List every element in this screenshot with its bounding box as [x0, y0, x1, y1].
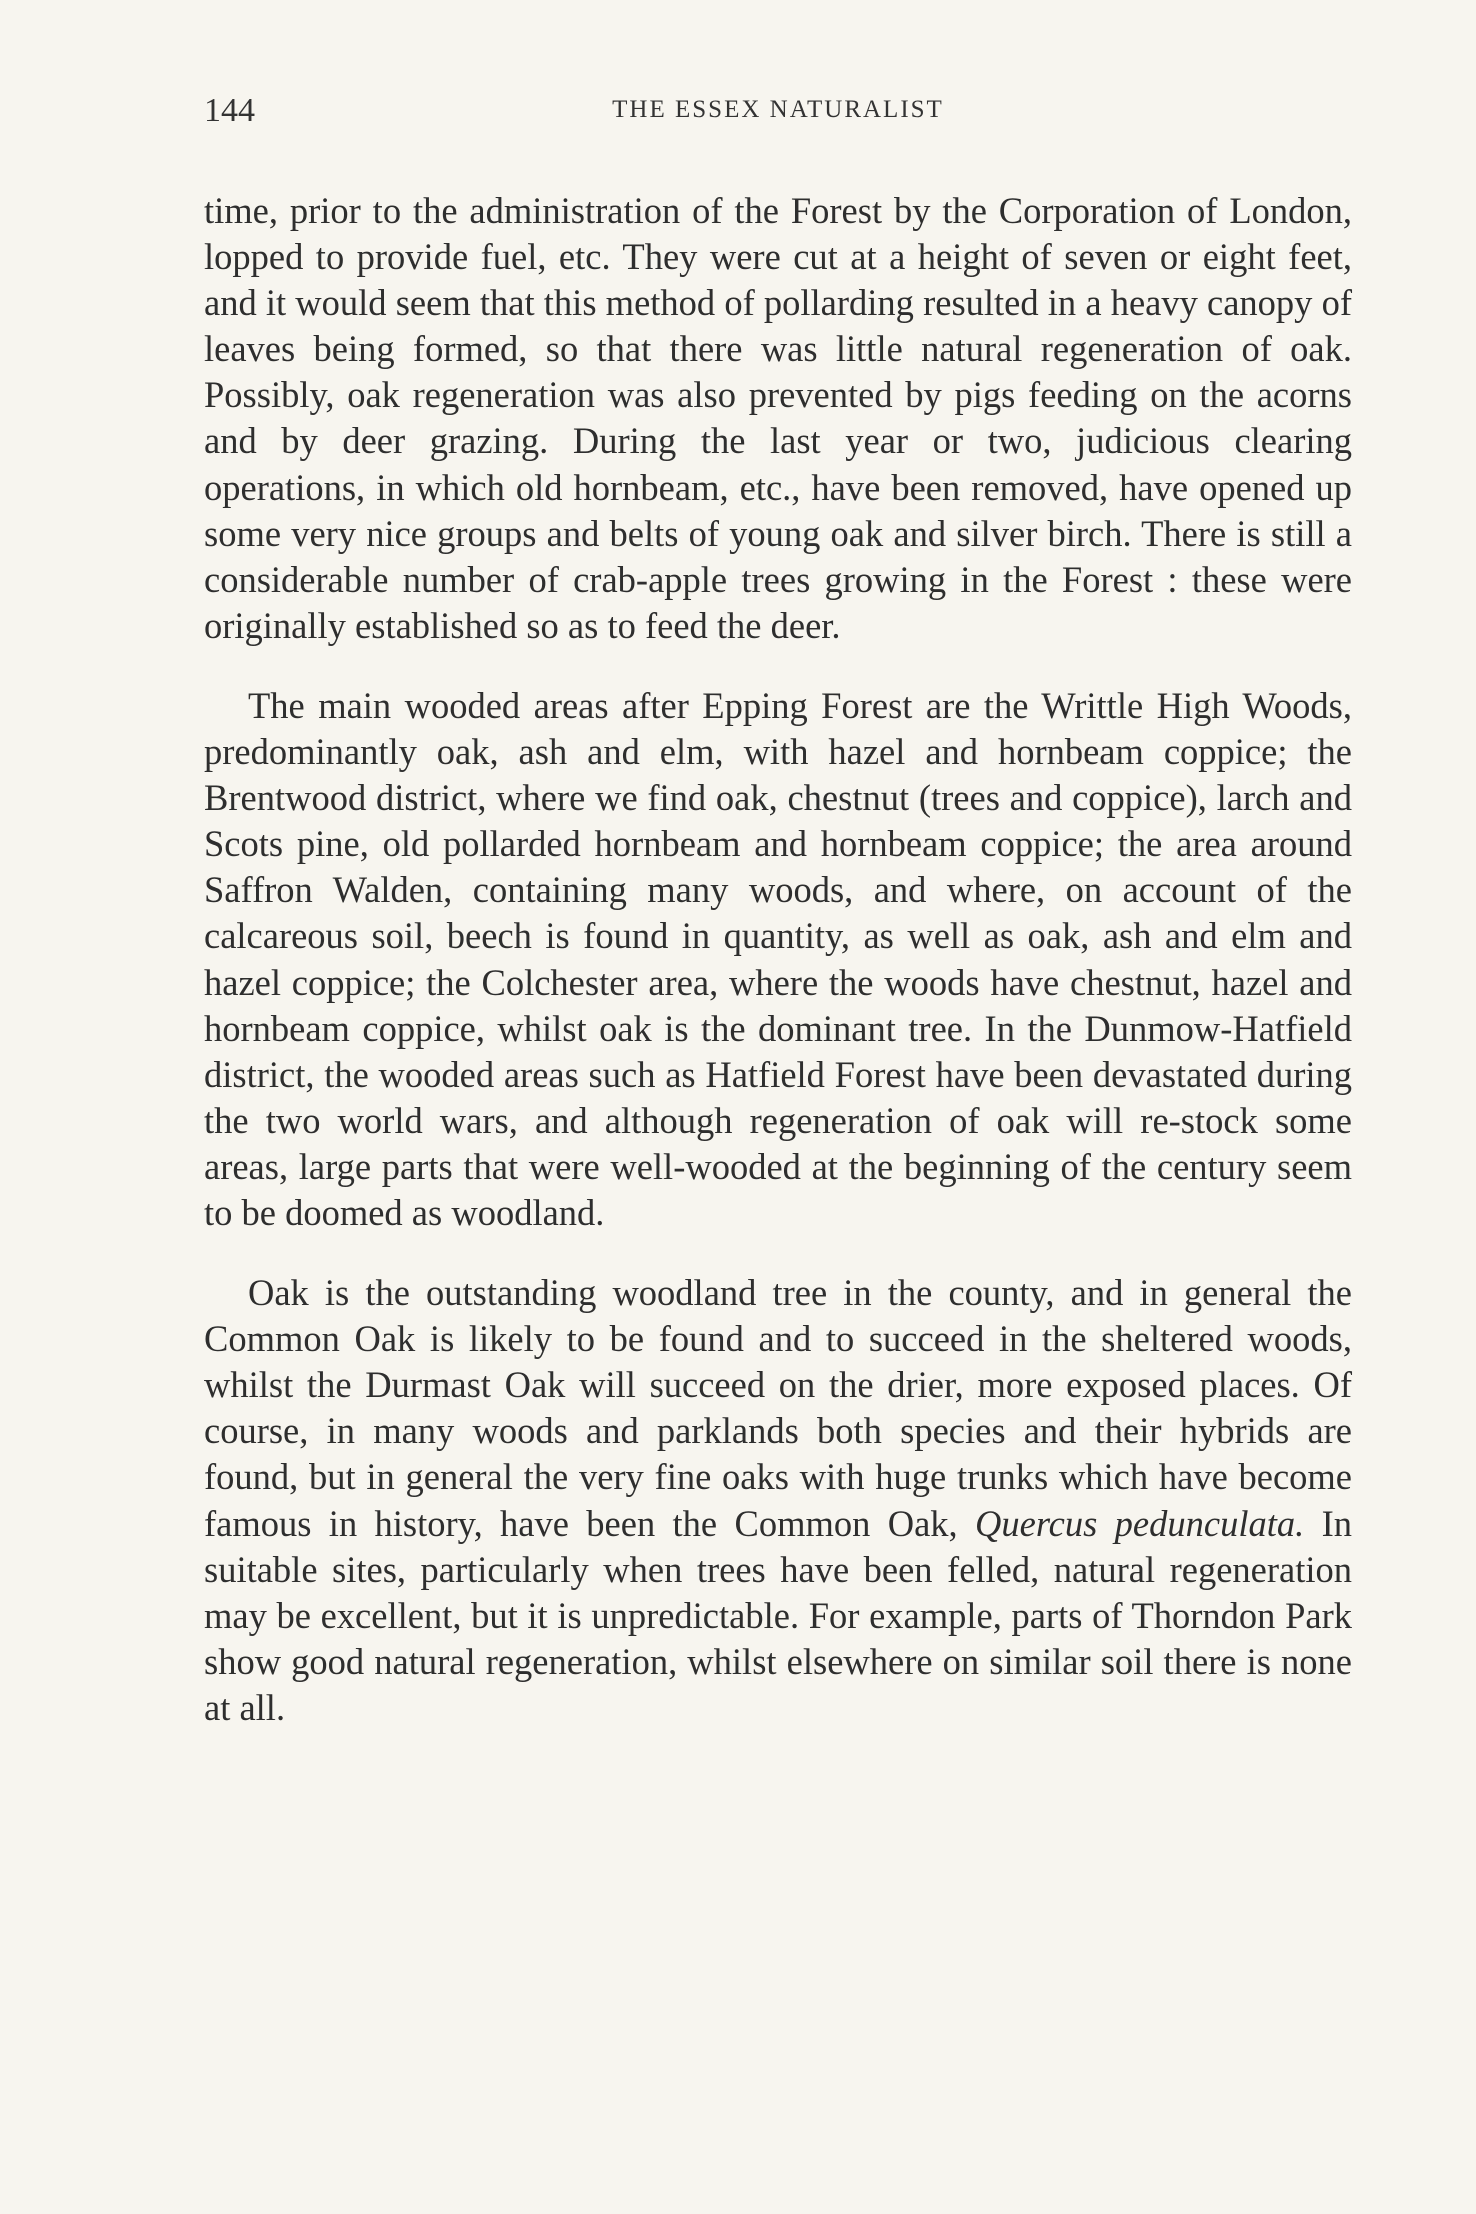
page-header [204, 92, 1352, 132]
body-text [204, 188, 1352, 1731]
species-name-italic: Quercus pedunculata. [975, 1502, 1305, 1544]
page-number: 144 [204, 92, 255, 129]
paragraph-2: The main wooded areas after Epping Forest are the Writtle High Woods, predominantly oak, ash and elm, with hazel and hornbeam coppice; the Brentwood district, where we find oak, chestnut (trees and coppice), larch and Scots pine, old pollarded hornbeam and hornbeam coppice; the area around Saffron Walden, containing many woods, and where, on account of the calcareous soil, beech is found in quantity, as well as oak, ash and elm and hazel coppice; the Colchester area, where the woods have chestnut, hazel and hornbeam coppice, whilst oak is the dominant tree. In the Dunmow-Hatfield district, the wooded areas such as Hatfield Forest have been devastated during the two world wars, and although regeneration of oak will re-stock some areas, large parts that were well-wooded at the beginning of the century seem to be doomed as woodland. [204, 684, 1352, 1233]
paragraph-3 [204, 1270, 1352, 1731]
running-head: THE ESSEX NATURALIST [612, 96, 944, 123]
paragraph-1: time, prior to the administration of the Forest by the Corporation of London, lopped to provide fuel, etc. They were cut at a height of seven or eight feet, and it would seem that this method of pollarding resulted in a heavy canopy of leaves being formed, so that there was little natural regeneration of oak. Possibly, oak regeneration was also prevented by pigs feeding on the acorns and by deer grazing. During the last year or two, judicious clearing operations, in which old hornbeam, etc., have been removed, have opened up some very nice groups and belts of young oak and silver birch. There is still a considerable number of crab-apple trees growing in the Forest : these were originally established so as to feed the deer. [204, 190, 1352, 646]
paragraph-3-text-after: In suitable sites, particularly when trees have been felled, natural regeneration may be excellent, but it is unpredictable. For example, parts of Thorndon Park show good natural regeneration, whilst elsewhere on similar soil there is none at all. [204, 1502, 1353, 1728]
paragraph-3-text-before: Oak is the outstanding woodland tree in the county, and in general the Common Oak is likely to be found and to succeed in the sheltered woods, whilst the Durmast Oak will succeed on the drier, more exposed places. Of course, in many woods and parklands both species and their hybrids are found, but in general the very fine oaks with huge trunks which have become famous in history, have been the Common Oak, [204, 1272, 1352, 1544]
